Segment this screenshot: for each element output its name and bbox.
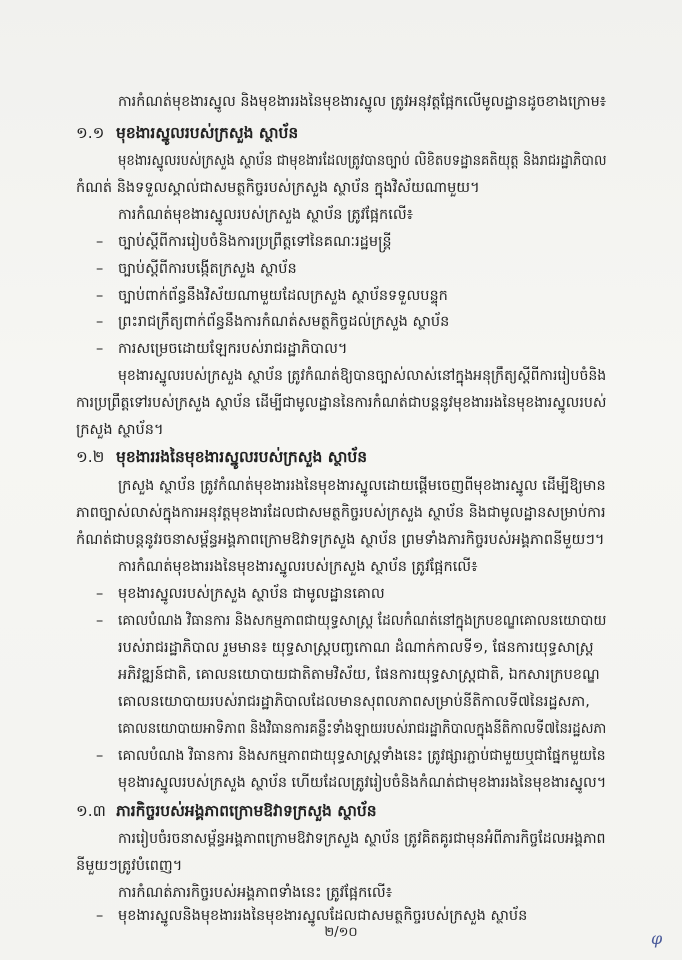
intro-text: ការកំណត់មុខងារស្នូល និងមុខងាររងនៃមុខងារស្នូល ត្រូវអនុវត្តផ្អែកលើមូលដ្ឋានដូចខាងក្រោម៖ — [118, 94, 607, 110]
bullet-dash: – — [96, 613, 104, 629]
section-1-2-bullet-2-line-2: របស់រាជរដ្ឋាភិបាល រួមមាន៖ យុទ្ធសាស្ត្របញ្ចកោណ ដំណាក់កាលទី១, ផែនការយុទ្ធសាស្ត្រ — [118, 640, 594, 656]
section-1-2-bullet-3-line-1: គោលបំណង វិធានការ និងសកម្មភាពជាយុទ្ធសាស្ត្រទាំងនេះ ត្រូវផ្សារភ្ជាប់ជាមួយឬជាផ្នែកមួយនៃ — [118, 748, 606, 764]
section-1-2-lead: ការកំណត់មុខងាររងនៃមុខងារស្នូលរបស់ក្រសួង ស្ថាប័ន ត្រូវផ្អែកលើ៖ — [118, 559, 478, 575]
section-1-1-title: មុខងារស្នូលរបស់ក្រសួង ស្ថាប័ន — [116, 124, 299, 142]
section-1-2-number: ១.២ — [76, 448, 105, 466]
bullet-dash: – — [96, 288, 104, 304]
section-1-2-para-1-line-2: ភាពច្បាស់លាស់ក្នុងការអនុវត្តមុខងារដែលជាសមត្ថកិច្ចរបស់ក្រសួង ស្ថាប័ន និងជាមូលដ្ឋានសម្រាប់ការ — [76, 505, 606, 521]
section-1-2-bullet-3-line-2: មុខងារស្នូលរបស់ក្រសួង ស្ថាប័ន ហើយដែលត្រូវរៀបចំនិងកំណត់ជាមុខងាររងនៃមុខងារស្នូល។ — [118, 775, 607, 791]
section-1-1-bullet-1: ច្បាប់ស្តីពីការរៀបចំនិងការប្រព្រឹត្តទៅនៃគណៈរដ្ឋមន្ត្រី — [118, 234, 392, 250]
bullet-dash: – — [96, 748, 104, 764]
section-1-1-para-2-line-2: ការប្រព្រឹត្តទៅរបស់ក្រសួង ស្ថាប័ន ដើម្បីជាមូលដ្ឋាននៃការកំណត់ជាបន្តនូវមុខងាររងនៃមុខងារស្នូលរបស់ — [76, 395, 607, 411]
section-1-1-bullet-5: ការសម្រេចដោយឡែករបស់រាជរដ្ឋាភិបាល។ — [118, 341, 348, 357]
section-1-1-lead: ការកំណត់មុខងារស្នូលរបស់ក្រសួង ស្ថាប័ន ត្រូវផ្អែកលើ៖ — [118, 207, 414, 223]
bullet-dash: – — [96, 341, 104, 357]
initial-mark: φ — [651, 929, 663, 948]
section-1-2-title: មុខងាររងនៃមុខងារស្នូលរបស់ក្រសួង ស្ថាប័ន — [116, 448, 368, 466]
bullet-dash: – — [96, 314, 104, 330]
section-1-1-para-2-line-3: ក្រសួង ស្ថាប័ន។ — [76, 422, 164, 438]
section-1-2-bullet-2-line-3: អភិវឌ្ឍន៍ជាតិ, គោលនយោបាយជាតិតាមវិស័យ, ផែនការយុទ្ធសាស្ត្រជាតិ, ឯកសារក្របខណ្ឌ — [118, 667, 600, 683]
section-1-1-para-1-line-1: មុខងារស្នូលរបស់ក្រសួង ស្ថាប័ន ជាមុខងារដែលត្រូវបានច្បាប់ លិខិតបទដ្ឋានគតិយុត្ត និងរាជរដ្ឋាភិបាល — [118, 153, 607, 169]
page-number: ២/១០ — [324, 925, 358, 940]
section-1-2-bullet-1: មុខងារស្នូលរបស់ក្រសួង ស្ថាប័ន ជាមូលដ្ឋានគោល — [118, 586, 385, 602]
section-1-3-number: ១.៣ — [76, 802, 106, 820]
section-1-2-para-1-line-3: កំណត់ជាបន្តនូវរចនាសម្ព័ន្ធអង្គភាពក្រោមឱវាទក្រសួង ស្ថាប័ន ព្រមទាំងភារកិច្ចរបស់អង្គភាពនីមួយៗ។ — [76, 532, 605, 548]
section-1-1-number: ១.១ — [76, 124, 105, 142]
section-1-2-heading — [76, 447, 367, 467]
section-1-3-bullet-1: មុខងារស្នូលនិងមុខងាររងនៃមុខងារស្នូលដែលជាសមត្ថកិច្ចរបស់ក្រសួង ស្ថាប័ន — [118, 908, 528, 924]
section-1-1-bullet-3: ច្បាប់ពាក់ព័ន្ធនឹងវិស័យណាមួយដែលក្រសួង ស្ថាប័នទទួលបន្ទុក — [118, 288, 448, 304]
section-1-3-lead: ការកំណត់ភារកិច្ចរបស់អង្គភាពទាំងនេះ ត្រូវផ្អែកលើ៖ — [118, 885, 393, 901]
bullet-dash: – — [96, 908, 104, 924]
section-1-1-bullet-4: ព្រះរាជក្រឹត្យពាក់ព័ន្ធនឹងការកំណត់សមត្ថកិច្ចដល់ក្រសួង ស្ថាប័ន — [118, 314, 450, 330]
section-1-2-bullet-2-line-1: គោលបំណង វិធានការ និងសកម្មភាពជាយុទ្ធសាស្ត្រ ដែលកំណត់នៅក្នុងក្របខណ្ឌគោលនយោបាយ — [118, 613, 607, 629]
bullet-dash: – — [96, 261, 104, 277]
bullet-dash: – — [96, 234, 104, 250]
section-1-2-bullet-2-line-5: គោលនយោបាយអាទិភាព និងវិធានការគន្លឹះទាំងឡាយរបស់រាជរដ្ឋាភិបាលក្នុងនីតិកាលទី៧នៃរដ្ឋសភា — [118, 721, 607, 737]
bullet-dash: – — [96, 586, 104, 602]
section-1-3-para-1-line-2: នីមួយៗត្រូវបំពេញ។ — [76, 858, 183, 874]
section-1-2-bullet-2-line-4: គោលនយោបាយរបស់រាជរដ្ឋាភិបាលដែលមានសុពលភាពសម្រាប់នីតិកាលទី៧នៃរដ្ឋសភា, — [118, 694, 590, 710]
section-1-1-heading — [76, 123, 298, 143]
section-1-1-bullet-2: ច្បាប់ស្តីពីការបង្កើតក្រសួង ស្ថាប័ន — [118, 261, 297, 277]
section-1-1-para-2-line-1: មុខងារស្នូលរបស់ក្រសួង ស្ថាប័ន ត្រូវកំណត់ឱ្យបានច្បាស់លាស់នៅក្នុងអនុក្រឹត្យស្តីពីការរៀបចំនិង — [118, 368, 607, 384]
section-1-2-para-1-line-1: ក្រសួង ស្ថាប័ន ត្រូវកំណត់មុខងាររងនៃមុខងារស្នូលដោយផ្តើមចេញពីមុខងារស្នូល ដើម្បីឱ្យមាន — [118, 478, 606, 494]
section-1-3-para-1-line-1: ការរៀបចំរចនាសម្ព័ន្ធអង្គភាពក្រោមឱវាទក្រសួង ស្ថាប័ន ត្រូវគិតគូរជាមុនអំពីភារកិច្ចដែលអង្គភាព — [118, 831, 606, 847]
section-1-3-title: ភារកិច្ចរបស់អង្គភាពក្រោមឱវាទក្រសួង ស្ថាប័ន — [116, 802, 377, 820]
section-1-3-heading — [76, 801, 377, 821]
section-1-1-para-1-line-2: កំណត់ និងទទួលស្គាល់ជាសមត្ថកិច្ចរបស់ក្រសួង ស្ថាប័ន ក្នុងវិស័យណាមួយ។ — [76, 180, 480, 196]
